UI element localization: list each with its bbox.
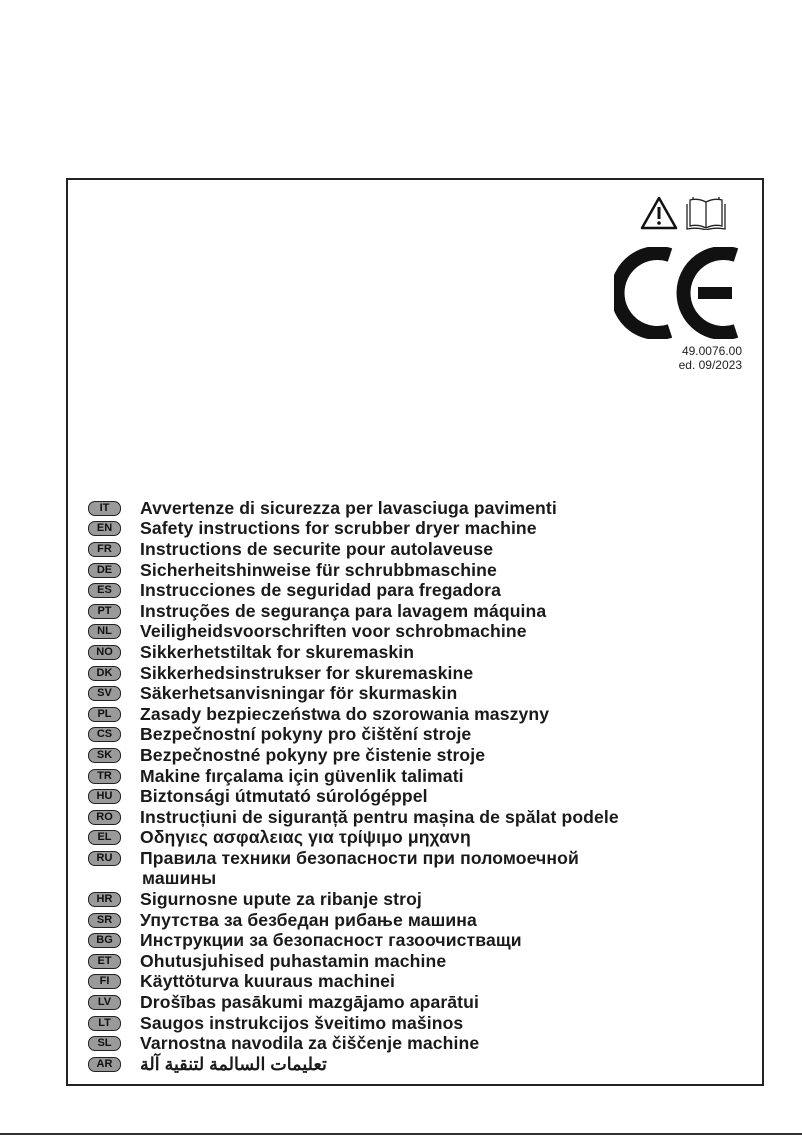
language-code-badge: ES bbox=[88, 583, 121, 598]
language-title: Инструкции за безопасност газоочистващи bbox=[140, 930, 522, 951]
doc-number: 49.0076.00 bbox=[681, 344, 742, 358]
language-title: Drošības pasākumi mazgājamo aparātui bbox=[140, 992, 479, 1013]
language-code-badge: PL bbox=[88, 707, 121, 722]
language-item-ro bbox=[88, 807, 619, 828]
language-title: Правила техники безопасности при поломоечной bbox=[140, 847, 579, 868]
language-item-de bbox=[88, 560, 619, 581]
language-code-badge: SR bbox=[88, 913, 121, 928]
language-title: Biztonsági útmutató súrológéppel bbox=[140, 786, 428, 807]
language-code-badge: SL bbox=[88, 1036, 121, 1051]
language-item-dk bbox=[88, 663, 619, 684]
language-item-sv bbox=[88, 683, 619, 704]
language-title: Sikkerhetstiltak for skuremaskin bbox=[140, 641, 415, 662]
language-code-badge: ET bbox=[88, 954, 121, 969]
language-item-pl bbox=[88, 704, 619, 725]
language-item-hu bbox=[88, 786, 619, 807]
language-code-badge: HR bbox=[88, 892, 121, 907]
language-item-it bbox=[88, 498, 619, 519]
language-title: Varnostna navodila za čiščenje machine bbox=[140, 1033, 480, 1054]
language-code-badge: BG bbox=[88, 933, 121, 948]
language-item-sl bbox=[88, 1033, 619, 1054]
language-title-line2: машины bbox=[142, 868, 217, 889]
language-item-pt bbox=[88, 601, 619, 622]
language-item-et bbox=[88, 951, 619, 972]
document-code bbox=[679, 344, 742, 372]
language-title: Οδηγιες ασφαλειας για τρίψιμο μηχανη bbox=[140, 827, 471, 848]
language-title: Bezpečnostné pokyny pre čistenie stroje bbox=[140, 744, 486, 765]
ce-mark bbox=[614, 247, 744, 339]
language-title: Instructions de securite pour autolaveuse bbox=[140, 538, 494, 559]
language-title: Sigurnosne upute za ribanje stroj bbox=[140, 889, 422, 910]
language-code-badge: SK bbox=[88, 748, 121, 763]
language-title: Instruções de segurança para lavagem máquina bbox=[140, 600, 547, 621]
language-title: Käyttöturva kuuraus machinei bbox=[140, 971, 396, 992]
language-title: Bezpečnostní pokyny pro čištění stroje bbox=[140, 724, 472, 745]
language-code-badge: NL bbox=[88, 624, 121, 639]
language-title: Ohutusjuhised puhastamin machine bbox=[140, 950, 447, 971]
language-code-badge: SV bbox=[88, 686, 121, 701]
language-item-ar bbox=[88, 1054, 619, 1075]
language-item-es bbox=[88, 580, 619, 601]
language-item-hr bbox=[88, 889, 619, 910]
language-list bbox=[88, 498, 619, 1075]
language-code-badge: DE bbox=[88, 563, 121, 578]
language-title: Zasady bezpieczeństwa do szorowania maszyny bbox=[140, 703, 550, 724]
warning-icon bbox=[640, 196, 678, 230]
language-code-badge: EL bbox=[88, 830, 121, 845]
language-title: Sicherheitshinweise für schrubbmaschine bbox=[140, 559, 497, 580]
language-title: تعليمات السالمة لتنقية آلة bbox=[140, 1053, 327, 1074]
language-code-badge: LT bbox=[88, 1016, 121, 1031]
language-title: Safety instructions for scrubber dryer machine bbox=[140, 518, 537, 539]
language-code-badge: PT bbox=[88, 604, 121, 619]
language-title-continuation bbox=[88, 869, 619, 890]
language-item-el bbox=[88, 828, 619, 849]
language-title: Sikkerhedsinstrukser for skuremaskine bbox=[140, 662, 474, 683]
language-title: Instrucțiuni de siguranță pentru mașina de spălat podele bbox=[140, 806, 619, 827]
language-code-badge: HU bbox=[88, 789, 121, 804]
language-code-badge: RU bbox=[88, 851, 121, 866]
language-title: Saugos instrukcijos šveitimo mašinos bbox=[140, 1012, 464, 1033]
language-code-badge: AR bbox=[88, 1057, 121, 1072]
language-title: Avvertenze di sicurezza per lavasciuga pavimenti bbox=[140, 497, 557, 518]
manual-book-icon bbox=[684, 196, 728, 230]
language-code-badge: TR bbox=[88, 769, 121, 784]
language-title: Makine fırçalama için güvenlik talimati bbox=[140, 765, 464, 786]
language-item-bg bbox=[88, 930, 619, 951]
language-code-badge: DK bbox=[88, 666, 121, 681]
language-item-en bbox=[88, 519, 619, 540]
language-item-lt bbox=[88, 1013, 619, 1034]
language-code-badge: CS bbox=[88, 727, 121, 742]
language-code-badge: EN bbox=[88, 521, 121, 536]
language-code-badge: LV bbox=[88, 995, 121, 1010]
language-code-badge: FI bbox=[88, 974, 121, 989]
language-item-lv bbox=[88, 992, 619, 1013]
language-title: Veiligheidsvoorschriften voor schrobmachine bbox=[140, 621, 527, 642]
language-code-badge: NO bbox=[88, 645, 121, 660]
language-item-nl bbox=[88, 622, 619, 643]
bottom-divider bbox=[0, 1133, 802, 1135]
language-code-badge: IT bbox=[88, 501, 121, 516]
language-item-sr bbox=[88, 910, 619, 931]
language-title: Säkerhetsanvisningar för skurmaskin bbox=[140, 683, 458, 704]
language-item-tr bbox=[88, 766, 619, 787]
language-code-badge: RO bbox=[88, 810, 121, 825]
language-title: Instrucciones de seguridad para fregadora bbox=[140, 580, 501, 601]
language-title: Упутства за безбедан рибање машина bbox=[140, 909, 477, 930]
language-item-ru bbox=[88, 848, 619, 869]
language-item-cs bbox=[88, 725, 619, 746]
safety-icons bbox=[640, 196, 728, 230]
edition-date: ed. 09/2023 bbox=[678, 358, 742, 372]
language-item-sk bbox=[88, 745, 619, 766]
language-code-badge: FR bbox=[88, 542, 121, 557]
language-item-fr bbox=[88, 539, 619, 560]
language-item-no bbox=[88, 642, 619, 663]
language-item-fi bbox=[88, 972, 619, 993]
